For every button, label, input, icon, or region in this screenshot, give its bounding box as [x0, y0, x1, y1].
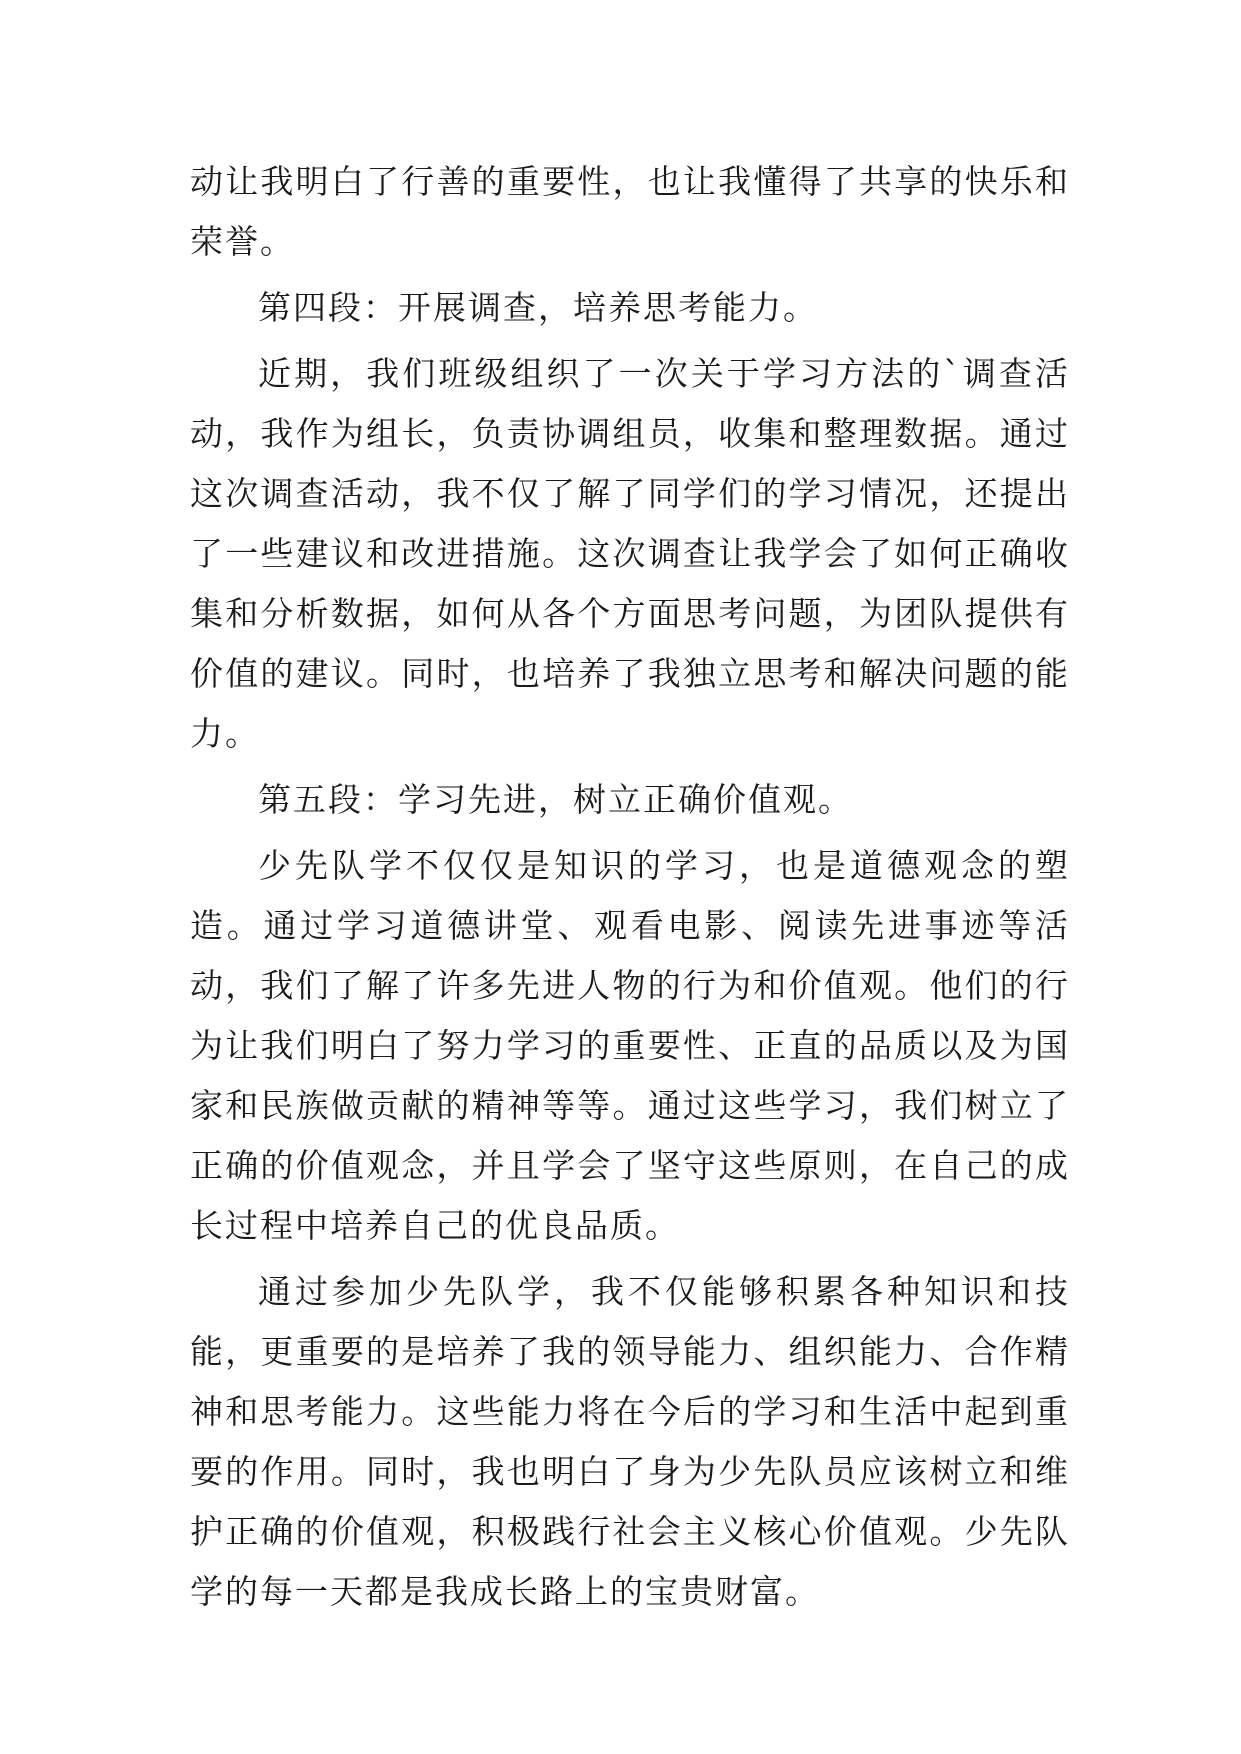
section-heading-4: 第四段：开展调查，培养思考能力。 [258, 288, 818, 327]
paragraph-survey: 近期，我们班级组织了一次关于学习方法的`调查活动，我作为组长，负责协调组员，收集和整理数据。通过这次调查活动，我不仅了解了同学们的学习情况，还提出了一些建议和改进措施。这次调查让我学会了如何正确收集和分析数据，如何从各个方面思考问题，为团队提供有价值的建议。同时，也培养了我独立思考和解决问题的能力。 [190, 354, 1070, 753]
paragraph-conclusion: 通过参加少先队学，我不仅能够积累各种知识和技能，更重要的是培养了我的领导能力、组织能力、合作精神和思考能力。这些能力将在今后的学习和生活中起到重要的作用。同时，我也明白了身为少先队员应该树立和维护正确的价值观，积极践行社会主义核心价值观。少先队学的每一天都是我成长路上的宝贵财富。 [190, 1272, 1070, 1611]
section-heading-5: 第五段：学习先进，树立正确价值观。 [258, 780, 853, 819]
document-body [190, 152, 1070, 1622]
paragraph-values: 少先队学不仅仅是知识的学习，也是道德观念的塑造。通过学习道德讲堂、观看电影、阅读先进事迹等活动，我们了解了许多先进人物的行为和价值观。他们的行为让我们明白了努力学习的重要性、正直的品质以及为国家和民族做贡献的精神等等。通过这些学习，我们树立了正确的价值观念，并且学会了坚守这些原则，在自己的成长过程中培养自己的优良品质。 [190, 846, 1070, 1245]
paragraph-continuation: 动让我明白了行善的重要性，也让我懂得了共享的快乐和荣誉。 [190, 162, 1070, 261]
